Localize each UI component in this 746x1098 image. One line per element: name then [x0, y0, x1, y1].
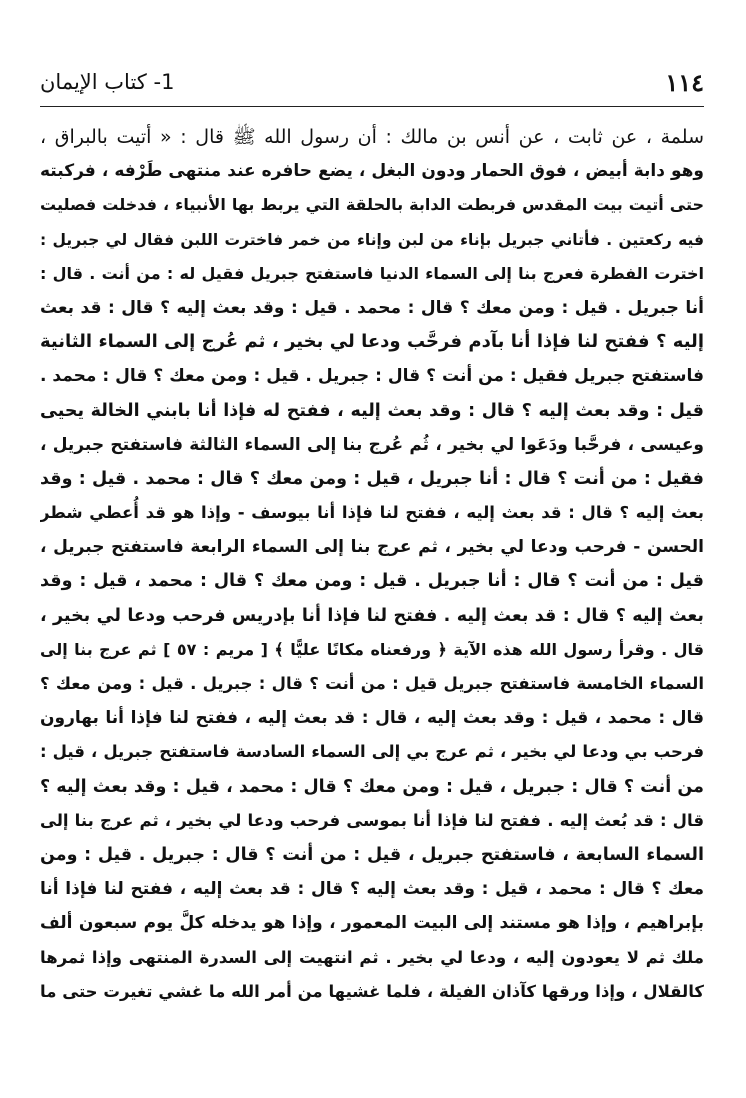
- text-line: قال : محمد ، قيل : وقد بعث إليه ، قال : قد بعث إليه ، ففتح لنا فإذا أنا بهارون: [40, 708, 704, 729]
- text-line: اخترت الفطرة فعرج بنا إلى السماء الدنيا فاستفتح جبريل فقيل له : من أنت . قال :: [40, 263, 704, 283]
- text-line: وعيسى ، فرحَّبا ودَعَوا لي بخير ، ثُم عُرج بنا إلى السماء الثالثة فاستفتح جبريل ،: [40, 434, 704, 455]
- text-line: بعث إليه ؟ قال : قد بعث إليه . ففتح لنا فإذا أنا بإدريس فرحب ودعا لي بخير ،: [40, 605, 704, 626]
- text-line: قيل : من أنت ؟ قال : أنا جبريل . قيل : ومن معك ؟ قال : محمد ، قيل : وقد: [40, 571, 704, 592]
- text-line: بإبراهيم ، وإذا هو مستند إلى البيت المعمور ، وإذا هو يدخله كلَّ يوم سبعون ألف: [40, 913, 704, 934]
- text-line: معك ؟ قال : محمد ، قيل : وقد بعث إليه ؟ قال : قد بعث إليه ، ففتح لنا فإذا أنا: [40, 879, 704, 900]
- text-line: السماء السابعة ، فاستفتح جبريل ، قيل : من أنت ؟ قال : جبريل . قيل : ومن: [40, 844, 704, 865]
- text-line: فيه ركعتين . فأتاني جبريل بإناء من لبن وإناء من خمر فاخترت اللبن فقال لي جبريل :: [40, 230, 704, 249]
- text-line: الحسن - فرحب ودعا لي بخير ، ثم عرج بنا إلى السماء الرابعة فاستفتح جبريل ،: [40, 537, 704, 558]
- text-line: بعث إليه ؟ قال : قد بعث إليه ، ففتح لنا فإذا أنا بيوسف - وإذا هو قد أُعطي شطر: [40, 503, 704, 523]
- text-line: قال : قد بُعث إليه . ففتح لنا فإذا أنا بموسى فرحب ودعا لي بخير ، ثم عرج بنا إلى: [40, 810, 704, 830]
- text-line: أنا جبريل . قيل : ومن معك ؟ قال : محمد . قيل : وقد بعث إليه ؟ قال : قد بعث: [40, 297, 704, 318]
- page-number: ١١٤: [665, 68, 704, 97]
- chapter-title: 1- كتاب الإيمان: [40, 70, 175, 94]
- page-header: [40, 64, 704, 98]
- body-text: [40, 120, 704, 1009]
- text-line: سلمة ، عن ثابت ، عن أنس بن مالك : أن رسول الله ﷺ قال : « أتيت بالبراق ،: [40, 126, 704, 148]
- text-line: حتى أتيت بيت المقدس فربطت الدابة بالحلقة التي يربط بها الأنبياء ، فدخلت فصليت: [40, 195, 704, 215]
- text-line: قال . وقرأ رسول الله هذه الآية ﴿ ورفعناه مكانًا عليًّا ﴾ [ مريم : ٥٧ ] ثم عرج بنا إلى: [40, 639, 704, 659]
- text-line: فقيل : من أنت ؟ قال : أنا جبريل ، قيل : ومن معك ؟ قال : محمد . قيل : وقد: [40, 468, 704, 489]
- text-line: كالقلال ، وإذا ورقها كآذان الفيلة ، فلما غشيها من أمر الله ما غشي تغيرت حتى ما: [40, 981, 704, 1001]
- text-line: ملك ثم لا يعودون إليه ، ودعا لي بخير . ثم انتهيت إلى السدرة المنتهى وإذا ثمرها: [40, 947, 704, 967]
- text-line: قيل : وقد بعث إليه ؟ قال : وقد بعث إليه ، ففتح له فإذا أنا بابني الخالة يحيى: [40, 400, 704, 421]
- header-divider: [40, 106, 704, 107]
- text-line: السماء الخامسة فاستفتح جبريل قيل : من أنت ؟ قال : جبريل . قيل : ومن معك ؟: [40, 674, 704, 693]
- text-line: وهو دابة أبيض ، فوق الحمار ودون البغل ، يضع حافره عند منتهى طَرْفه ، فركبته: [40, 161, 704, 182]
- text-line: من أنت ؟ قال : جبريل ، قيل : ومن معك ؟ قال : محمد ، قيل : وقد بعث إليه ؟: [40, 776, 704, 797]
- text-line: فرحب بي ودعا لي بخير ، ثم عرج بي إلى السماء السادسة فاستفتح جبريل ، قيل :: [40, 742, 704, 762]
- text-line: فاستفتح جبريل فقيل : من أنت ؟ قال : جبريل . قيل : ومن معك ؟ قال : محمد .: [40, 366, 704, 387]
- text-line: إليه ؟ ففتح لنا فإذا أنا بآدم فرحَّب ودعا لي بخير ، ثم عُرج إلى السماء الثانية: [40, 331, 704, 353]
